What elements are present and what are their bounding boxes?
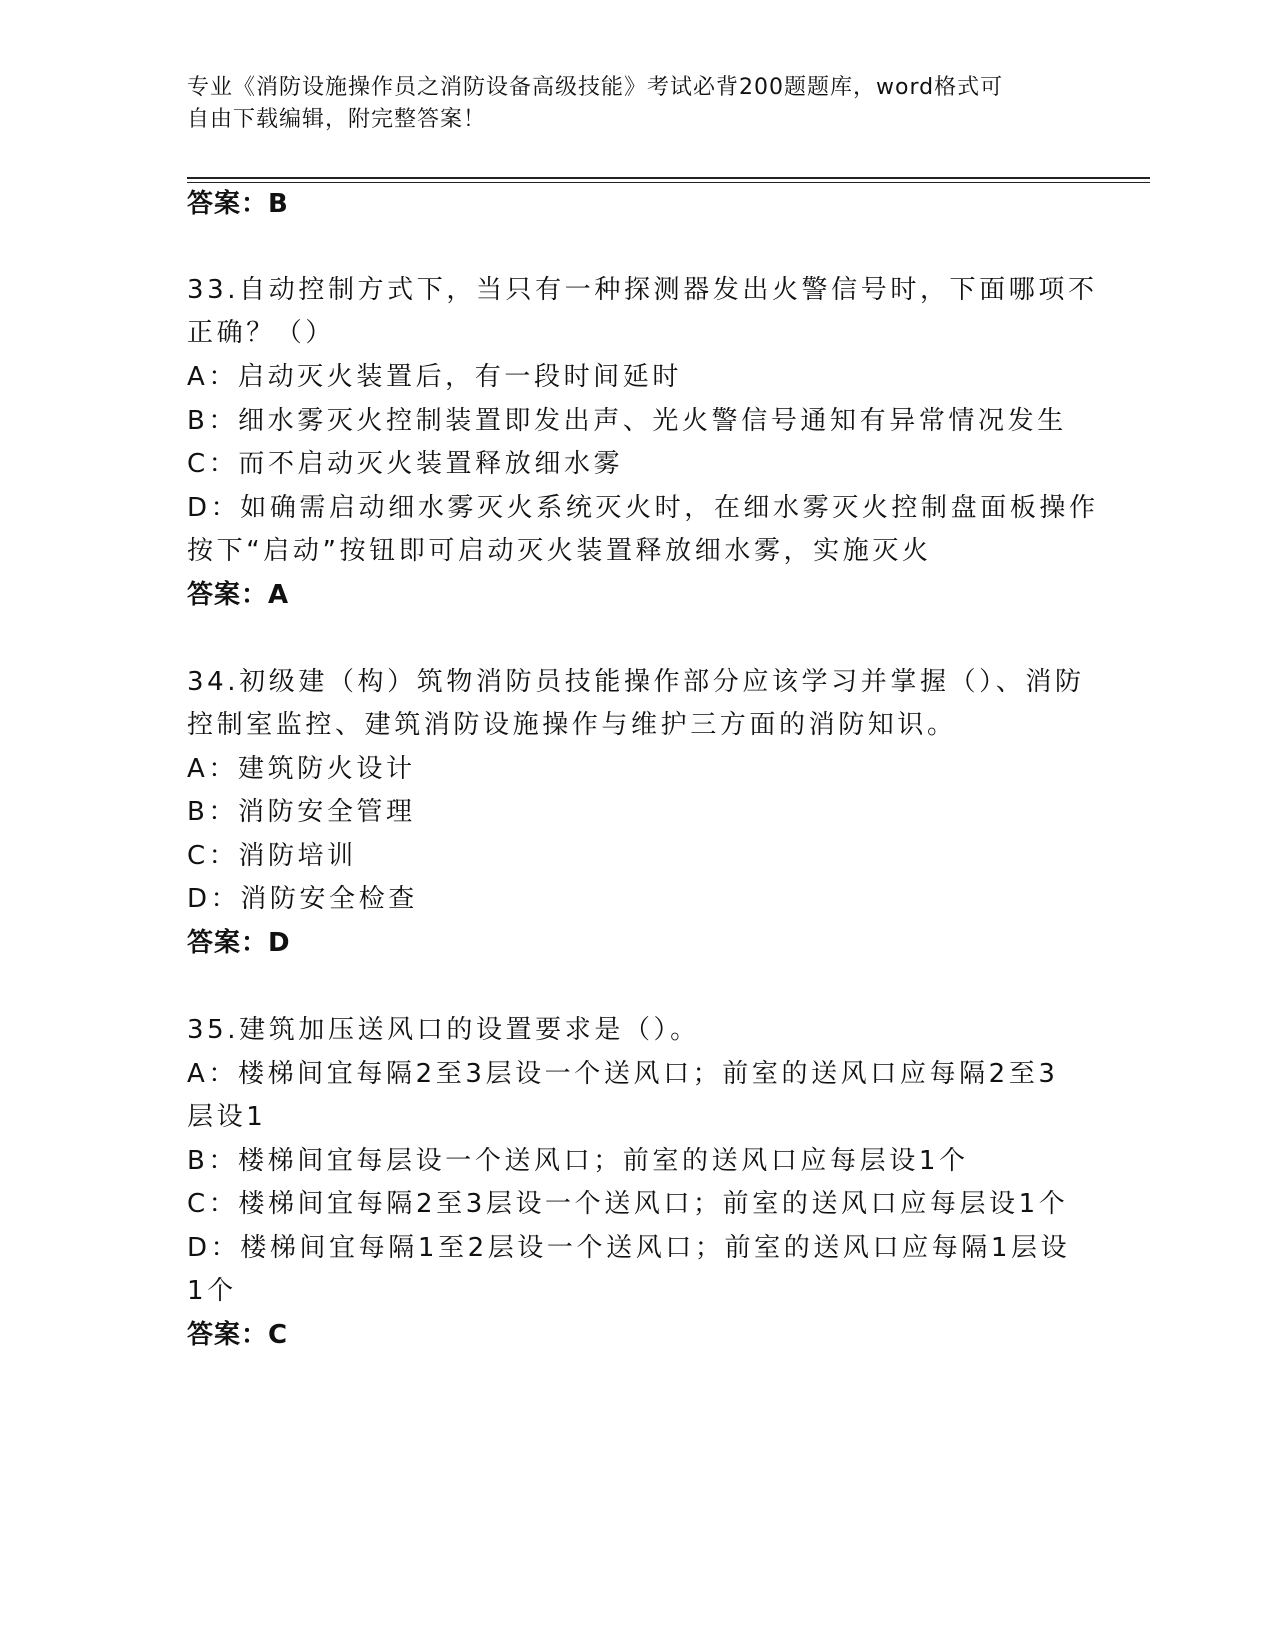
question-35-option-d-line-1: D：楼梯间宜每隔1至2层设一个送风口；前室的送风口应每隔1层设 — [187, 1233, 1071, 1263]
question-35-option-c: C：楼梯间宜每隔2至3层设一个送风口；前室的送风口应每层设1个 — [187, 1189, 1069, 1219]
question-33-option-c: C：而不启动灭火装置释放细水雾 — [187, 449, 624, 479]
header-divider-thin — [187, 182, 1150, 183]
question-34-option-b: B：消防安全管理 — [187, 797, 416, 827]
question-35-option-d-line-2: 1个 — [187, 1276, 237, 1306]
question-34-option-c: C：消防培训 — [187, 841, 357, 871]
question-33-stem-line-2: 正确？（） — [187, 318, 336, 348]
question-35-option-b: B：楼梯间宜每层设一个送风口；前室的送风口应每层设1个 — [187, 1146, 969, 1176]
header-divider-thick — [187, 177, 1150, 179]
question-34-option-d: D：消防安全检查 — [187, 884, 418, 914]
question-34-stem-line-1: 34.初级建（构）筑物消防员技能操作部分应该学习并掌握（）、消防 — [187, 667, 1085, 697]
previous-answer: 答案：B — [187, 189, 289, 219]
question-35-answer: 答案：C — [187, 1320, 289, 1350]
question-35-option-a-line-1: A：楼梯间宜每隔2至3层设一个送风口；前室的送风口应每隔2至3 — [187, 1059, 1059, 1089]
question-33-option-b: B：细水雾灭火控制装置即发出声、光火警信号通知有异常情况发生 — [187, 406, 1067, 436]
question-34-option-a: A：建筑防火设计 — [187, 754, 416, 784]
question-33-answer: 答案：A — [187, 580, 290, 610]
question-35-stem: 35.建筑加压送风口的设置要求是（）。 — [187, 1015, 700, 1045]
question-33-option-d-line-1: D：如确需启动细水雾灭火系统灭火时，在细水雾灭火控制盘面板操作 — [187, 493, 1099, 523]
question-33-option-a: A：启动灭火装置后，有一段时间延时 — [187, 362, 682, 392]
header-line-1: 专业《消防设施操作员之消防设备高级技能》考试必背200题题库，word格式可 — [187, 75, 1004, 100]
question-33-stem-line-1: 33.自动控制方式下，当只有一种探测器发出火警信号时，下面哪项不 — [187, 275, 1098, 305]
document-header — [187, 72, 1077, 136]
question-34-answer: 答案：D — [187, 928, 291, 958]
question-33-option-d-line-2: 按下“启动”按钮即可启动灭火装置释放细水雾，实施灭火 — [187, 536, 932, 566]
question-35-option-a-line-2: 层设1 — [187, 1102, 267, 1132]
header-line-2: 自由下载编辑，附完整答案！ — [187, 107, 487, 132]
question-34-stem-line-2: 控制室监控、建筑消防设施操作与维护三方面的消防知识。 — [187, 710, 957, 740]
